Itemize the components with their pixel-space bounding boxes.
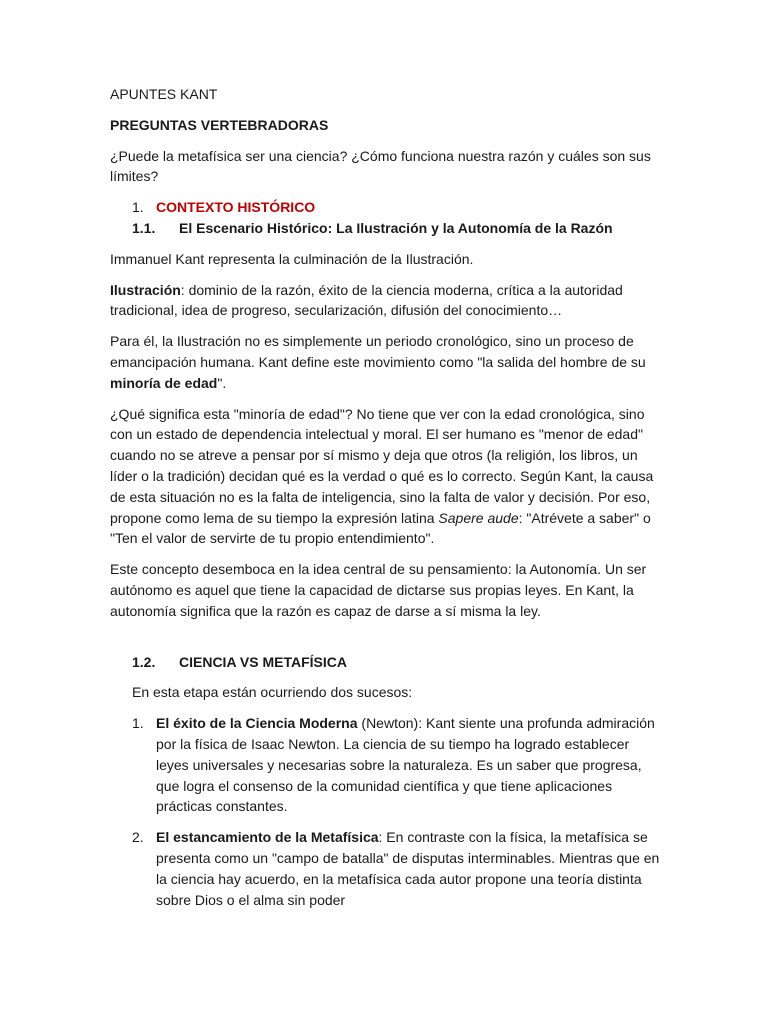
list-item-text [156,713,662,817]
document-title: APUNTES KANT [110,86,218,102]
sapere-aude-term: Sapere aude [438,509,519,526]
que-significa-paragraph [110,404,662,550]
list-item [110,713,662,817]
preguntas-paragraph: ¿Puede la metafísica ser una ciencia? ¿Cómo funciona nuestra razón y cuáles son sus límites? [110,147,651,185]
document-body [110,84,662,920]
section-1-title: CONTEXTO HISTÓRICO [156,199,316,216]
list-item-number: 1. [132,715,144,732]
list-item-bold: El éxito de la Ciencia Moderna [156,715,358,732]
ilustracion-paragraph [110,280,662,322]
autonomia-paragraph: Este concepto desemboca en la idea central de su pensamiento: la Autonomía. Un ser autónomo es aquel que tiene la capacidad de dictarse sus propias leyes. En Kant, la autonomía significa que la razón es capaz de darse a sí misma la ley. [110,561,647,619]
section-1-heading [110,197,662,218]
list-item-number: 2. [132,829,144,846]
section-1-2-title: CIENCIA VS METAFÍSICA [179,653,348,670]
list-item-text [156,827,662,910]
section-1-1-heading [110,218,662,239]
intro-paragraph: Immanuel Kant representa la culminación de la Ilustración. [110,250,474,267]
que-significa-closing: : "Atrévete a saber" o "Ten el valor de servirte de tu propio entendimiento". [110,509,651,547]
section-1-1-title: El Escenario Histórico: La Ilustración y la Autonomía de la Razón [179,219,613,236]
section-1-1-number: 1.1. [132,219,156,236]
etapa-paragraph: En esta etapa están ocurriendo dos sucesos: [132,684,413,701]
list-item-rest: : En contraste con la física, la metafísica se presenta como un "campo de batalla" de disputas interminables. Mientras que en la ciencia hay acuerdo, en la metafísica cada autor propone una teoría distinta sobre Dios o el alma sin poder [156,829,660,908]
section-1-2-heading [110,652,662,673]
para-el-paragraph [110,331,662,393]
section-1-2-number: 1.2. [132,653,156,670]
que-significa-text: ¿Qué significa esta "minoría de edad"? No tiene que ver con la edad cronológica, sino con un estado de dependencia intelectual y moral. El ser humano es "menor de edad" cuando no se atreve a pensar por sí mismo y deja que otros (la religión, los libros, un líder o la tradición) decidan qué es la verdad o qué es lo correcto. Según Kant, la causa de esta situación no es la falta de inteligencia, sino la falta de valor y decisión. Por eso, propone como lema de su tiempo la expresión latina [110,405,654,526]
heading-preguntas-vertebradoras: PREGUNTAS VERTEBRADORAS [110,116,329,133]
list-item-bold: El estancamiento de la Metafísica [156,829,379,846]
para-el-closing: ". [217,374,227,391]
list-item-rest: (Newton): Kant siente una profunda admiración por la física de Isaac Newton. La ciencia de su tiempo ha logrado establecer leyes universales y necesarias sobre la naturaleza. Es un saber que progresa, que logra el consenso de la comunidad científica y que tiene aplicaciones prácticas constantes. [156,715,655,815]
ilustracion-term: Ilustración [110,281,181,298]
minoria-de-edad-term: minoría de edad [110,374,218,391]
ilustracion-definition: : dominio de la razón, éxito de la ciencia moderna, crítica a la autoridad tradicional, idea de progreso, secularización, difusión del conocimiento… [110,281,623,319]
section-1-number: 1. [132,199,144,216]
para-el-text: Para él, la Ilustración no es simplemente un periodo cronológico, sino un proceso de emancipación humana. Kant define este movimiento como "la salida del hombre de su [110,333,646,370]
list-item [110,827,662,910]
